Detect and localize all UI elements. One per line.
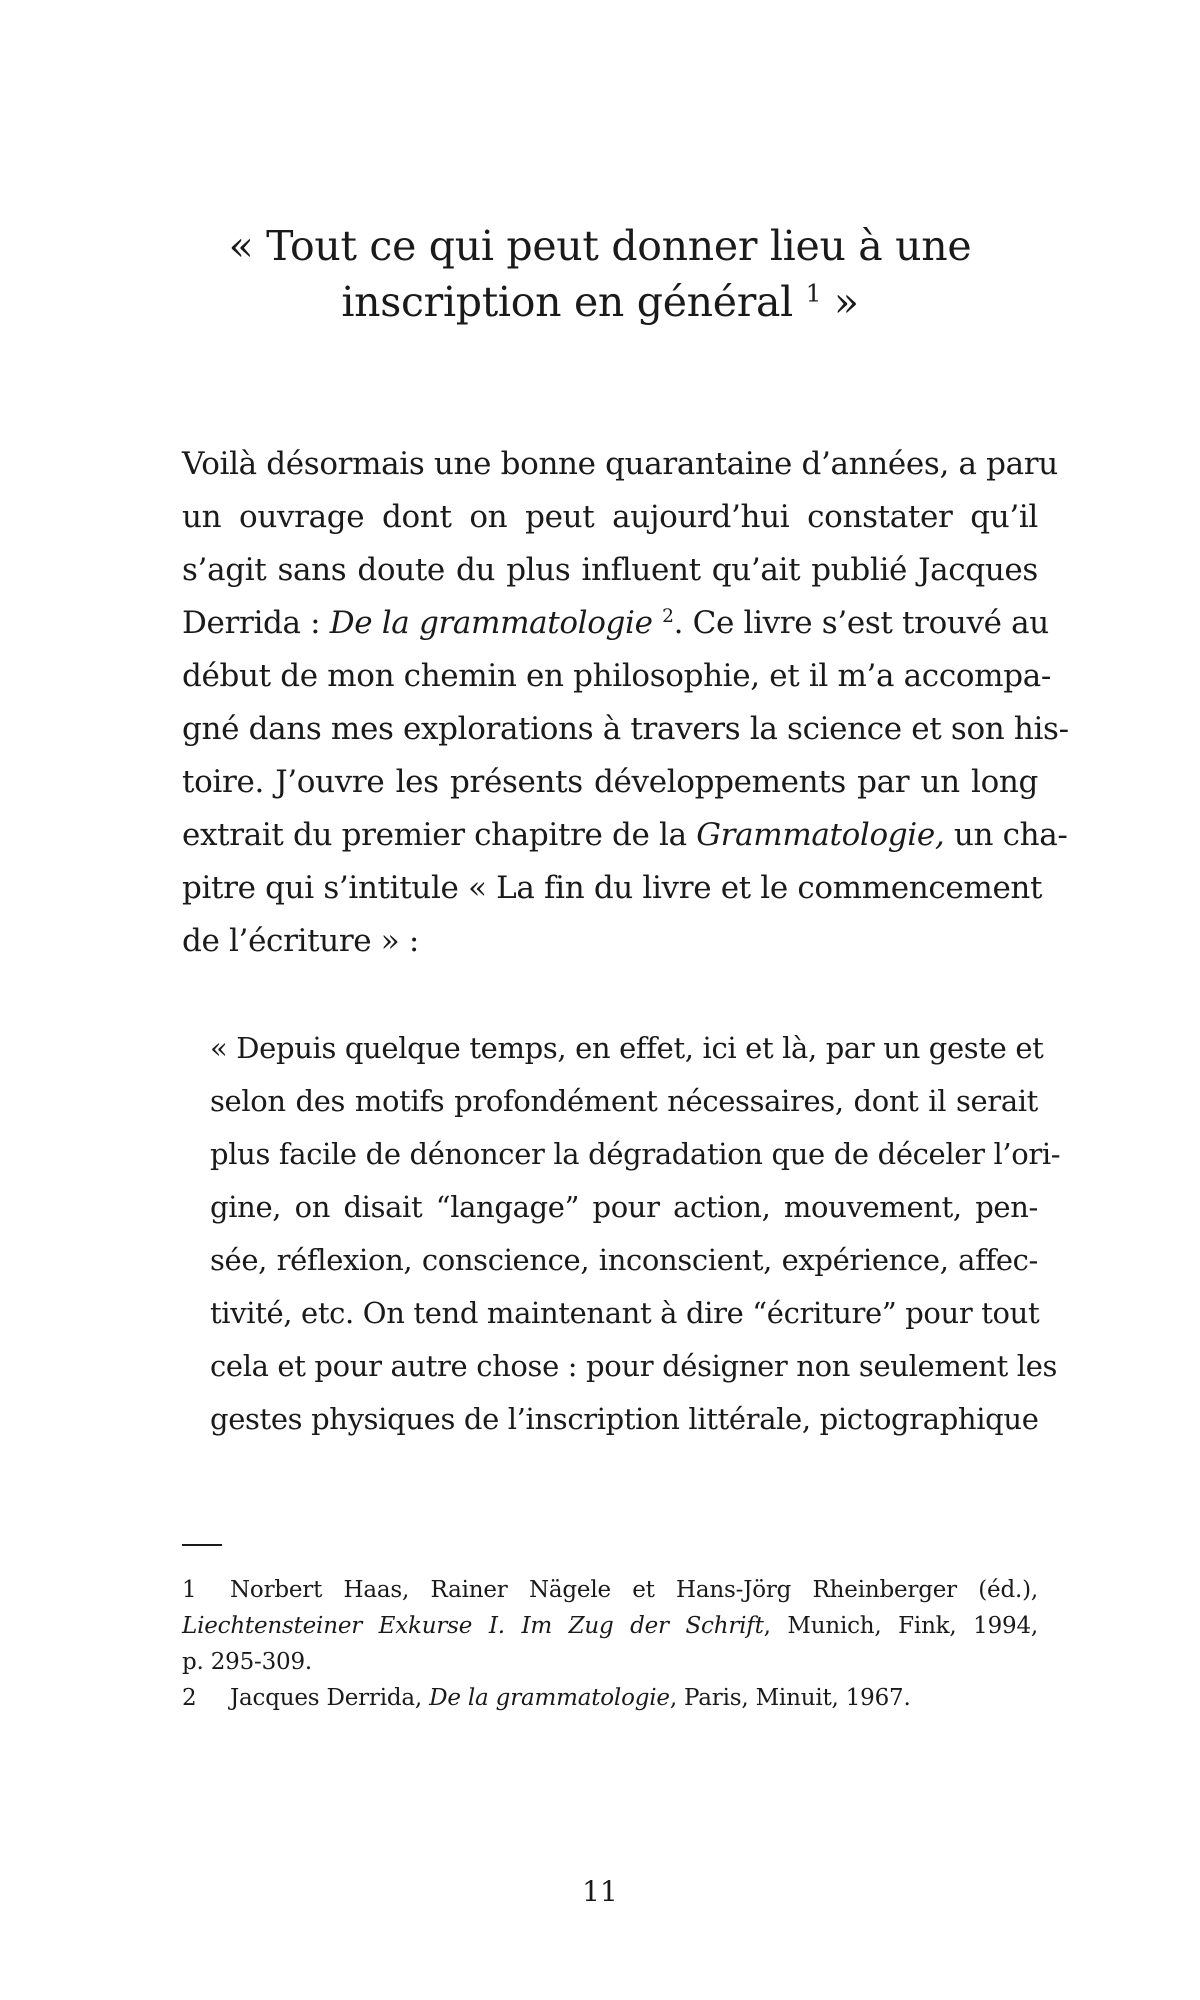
block-quote (210, 1022, 1061, 1446)
chapter-title-line-1: « Tout ce qui peut donner lieu à une (228, 222, 972, 270)
body-line: pitre qui s’intitule « La fin du livre et le commencement (182, 870, 1043, 906)
footnote-italic-title: De la grammatologie (429, 1685, 670, 1711)
chapter-title-line-2 (180, 274, 1020, 330)
body-line: début de mon chemin en philosophie, et il m’a accompa- (182, 658, 1051, 694)
footnote-reference-1[interactable]: 1 (805, 278, 822, 308)
quote-line: cela et pour autre chose : pour désigner non seulement les (210, 1349, 1058, 1383)
footnote-italic-title: Liechtensteiner Exkurse I. Im Zug der Schrift (182, 1613, 764, 1639)
quote-line: gine, on disait “langage” pour action, mouvement, pen- (210, 1190, 1038, 1224)
book-title-italic: De la grammatologie (329, 605, 653, 641)
footnote-number: 2 (182, 1685, 197, 1711)
body-line (182, 809, 1068, 862)
footnote-1-line-3: p. 295-309. (182, 1649, 313, 1675)
quote-line: « Depuis quelque temps, en effet, ici et là, par un geste et (210, 1031, 1044, 1065)
body-line: gné dans mes explorations à travers la science et son his- (182, 711, 1069, 747)
footnote-separator (182, 1544, 222, 1546)
footnotes (182, 1572, 1038, 1716)
quote-line: gestes physiques de l’inscription littérale, pictographique (210, 1402, 1039, 1436)
quote-line: tivité, etc. On tend maintenant à dire “écriture” pour tout (210, 1296, 1040, 1330)
page-number: 11 (582, 1875, 618, 1908)
quote-line: plus facile de dénoncer la dégradation que de déceler l’ori- (210, 1137, 1061, 1171)
body-text: Derrida : (182, 605, 330, 641)
footnote-text: Jacques Derrida, (230, 1685, 430, 1711)
footnote-text: , Paris, Minuit, 1967. (669, 1685, 911, 1711)
chapter-title-closing-quote: » (833, 278, 859, 326)
body-line: Voilà désormais une bonne quarantaine d’années, a paru (182, 446, 1058, 482)
footnote-reference-2[interactable]: 2 (662, 605, 674, 627)
footnote-text: , Munich, Fink, 1994, (763, 1613, 1038, 1639)
body-line: toire. J’ouvre les présents développements par un long (182, 764, 1038, 800)
chapter-title-line-2-text: inscription en général (341, 278, 793, 326)
body-text: un cha- (944, 817, 1068, 853)
body-line: s’agit sans doute du plus influent qu’ait publié Jacques (182, 552, 1038, 588)
body-text: extrait du premier chapitre de la (182, 817, 697, 853)
chapter-title (180, 218, 1020, 330)
footnote-number: 1 (182, 1577, 197, 1603)
body-line: de l’écriture » : (182, 923, 420, 959)
footnote-1-line-2 (182, 1608, 1038, 1644)
footnote-1-line-1 (182, 1572, 1038, 1608)
body-line (182, 597, 1049, 650)
quote-line: selon des motifs profondément nécessaires, dont il serait (210, 1084, 1038, 1118)
book-title-italic: Grammatologie, (696, 817, 945, 853)
body-paragraph (182, 438, 1069, 968)
footnote-text: Norbert Haas, Rainer Nägele et Hans-Jörg Rheinberger (éd.), (230, 1577, 1038, 1603)
footnote-2 (182, 1680, 1038, 1716)
quote-line: sée, réflexion, conscience, inconscient, expérience, affec- (210, 1243, 1038, 1277)
body-line: un ouvrage dont on peut aujourd’hui constater qu’il (182, 499, 1038, 535)
body-text: . Ce livre s’est trouvé au (673, 605, 1049, 641)
